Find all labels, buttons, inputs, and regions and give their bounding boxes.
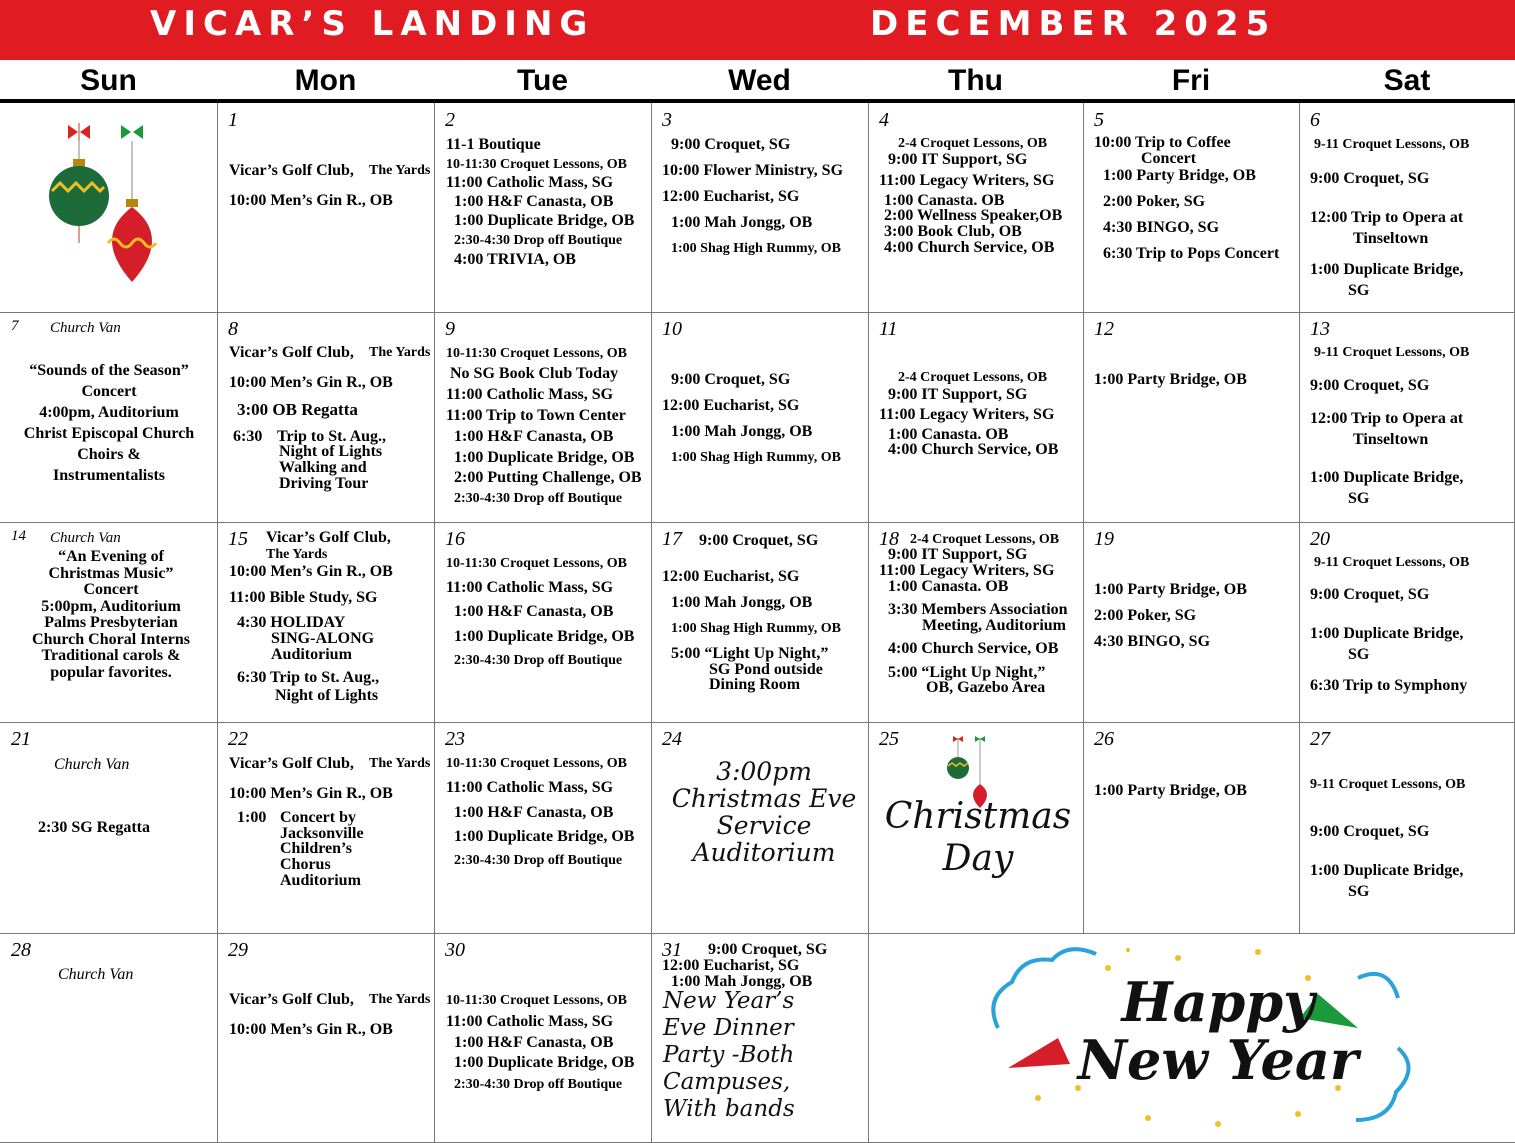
event-canasta: 1:00 H&F Canasta, OB bbox=[454, 603, 614, 620]
happy-new-year-panel bbox=[868, 933, 1515, 1143]
event-book-club-note: No SG Book Club Today bbox=[450, 365, 619, 382]
event-croquet: 9:00 Croquet, SG bbox=[671, 136, 791, 153]
event-legacy-writers: 11:00 Legacy Writers, SG bbox=[879, 562, 1055, 579]
event-duplicate-bridge: 1:00 Duplicate Bridge, OB bbox=[454, 828, 635, 845]
event-church-service: 4:00 Church Service, OB bbox=[888, 640, 1059, 657]
event-gin-rummy: 10:00 Men’s Gin R., OB bbox=[229, 374, 393, 391]
day-cell-29 bbox=[217, 933, 435, 1143]
day-cell-24 bbox=[651, 722, 869, 934]
day-cell-3 bbox=[651, 103, 869, 313]
event-catholic-mass: 11:00 Catholic Mass, SG bbox=[446, 779, 614, 796]
event-holiday-sing-along: 4:30 HOLIDAY bbox=[237, 614, 346, 631]
church-van-label: Church Van bbox=[50, 530, 121, 546]
event-croquet-lessons: 10-11:30 Croquet Lessons, OB bbox=[446, 157, 627, 172]
event-canasta: 1:00 Canasta. OB bbox=[884, 192, 1005, 209]
event-croquet-lessons: 2-4 Croquet Lessons, OB bbox=[898, 136, 1048, 151]
event-duplicate-bridge: 1:00 Duplicate Bridge, OB bbox=[454, 628, 635, 645]
event-catholic-mass: 11:00 Catholic Mass, SG bbox=[446, 174, 614, 191]
event-croquet-lessons: 9-11 Croquet Lessons, OB bbox=[1314, 345, 1470, 360]
day-number: 3 bbox=[662, 109, 672, 131]
day-cell-1 bbox=[217, 103, 435, 313]
event-bingo: 4:30 BINGO, SG bbox=[1094, 633, 1211, 650]
event-sounds-of-season bbox=[0, 360, 218, 486]
event-croquet: 9:00 Croquet, SG bbox=[671, 371, 791, 388]
event-duplicate-bridge: 1:00 Duplicate Bridge, bbox=[1310, 261, 1464, 278]
event-trip-opera: 12:00 Trip to Opera at bbox=[1310, 410, 1464, 427]
day-number: 18 bbox=[879, 528, 899, 550]
event-sg-regatta: 2:30 SG Regatta bbox=[38, 819, 150, 836]
day-number: 8 bbox=[228, 318, 238, 340]
event-mah-jongg: 1:00 Mah Jongg, OB bbox=[671, 973, 813, 990]
day-number: 23 bbox=[445, 728, 465, 750]
event-golf-club: Vicar’s Golf Club, bbox=[229, 344, 354, 361]
event-book-club: 3:00 Book Club, OB bbox=[884, 223, 1022, 240]
event-concert-jacksonville: Concert by bbox=[280, 809, 356, 826]
day-cell-25 bbox=[868, 722, 1084, 934]
day-cell-23 bbox=[434, 722, 652, 934]
day-header-mon: Mon bbox=[294, 64, 357, 97]
day-cell-17 bbox=[651, 522, 869, 723]
church-van-label: Church Van bbox=[54, 756, 130, 773]
event-golf-club: Vicar’s Golf Club, bbox=[229, 991, 354, 1008]
event-drop-off-boutique: 2:30-4:30 Drop off Boutique bbox=[454, 491, 623, 506]
event-line: SING-ALONG bbox=[271, 630, 375, 647]
day-number: 12 bbox=[1094, 318, 1114, 340]
event-new-years-eve-dinner bbox=[663, 988, 795, 1123]
event-location: The Yards bbox=[369, 163, 431, 178]
day-header-wed: Wed bbox=[728, 64, 791, 97]
day-header-thu: Thu bbox=[948, 64, 1003, 97]
event-boutique: 11-1 Boutique bbox=[446, 136, 541, 153]
event-line: New Year’s bbox=[663, 988, 795, 1014]
day-cell-21 bbox=[0, 722, 218, 934]
event-evening-christmas-music bbox=[0, 549, 218, 681]
event-line: Dining Room bbox=[709, 676, 801, 693]
event-croquet: 9:00 Croquet, SG bbox=[1310, 823, 1430, 840]
event-line: Chorus bbox=[280, 856, 331, 873]
event-church-service: 4:00 Church Service, OB bbox=[888, 441, 1059, 458]
event-line: Christmas Music” bbox=[48, 564, 174, 582]
event-croquet-lessons: 10-11:30 Croquet Lessons, OB bbox=[446, 756, 627, 771]
event-croquet-lessons: 9-11 Croquet Lessons, OB bbox=[1310, 777, 1466, 792]
day-cell-empty bbox=[0, 103, 218, 313]
event-croquet: 9:00 Croquet, SG bbox=[1310, 586, 1430, 603]
day-number: 10 bbox=[662, 318, 682, 340]
event-line: Happy bbox=[1121, 970, 1315, 1034]
event-gin-rummy: 10:00 Men’s Gin R., OB bbox=[229, 192, 393, 209]
event-line: SG Pond outside bbox=[709, 661, 823, 678]
event-croquet-lessons: 10-11:30 Croquet Lessons, OB bbox=[446, 346, 627, 361]
event-croquet-lessons: 10-11:30 Croquet Lessons, OB bbox=[446, 556, 627, 571]
day-number: 9 bbox=[445, 318, 455, 340]
event-line: Auditorium bbox=[271, 646, 352, 663]
event-line: New Year bbox=[1077, 1028, 1359, 1092]
day-cell-26 bbox=[1083, 722, 1300, 934]
event-line: Christmas bbox=[884, 796, 1072, 837]
event-bible-study: 11:00 Bible Study, SG bbox=[229, 589, 378, 606]
event-trip-opera-cont: Tinseltown bbox=[1353, 431, 1429, 448]
day-number: 27 bbox=[1310, 728, 1330, 750]
event-canasta: 1:00 H&F Canasta, OB bbox=[454, 193, 614, 210]
event-line: Service bbox=[716, 811, 812, 840]
christmas-day-label bbox=[868, 796, 1084, 880]
event-time: 1:00 bbox=[237, 809, 267, 826]
day-header-sun: Sun bbox=[80, 64, 137, 97]
day-cell-20 bbox=[1299, 522, 1515, 723]
event-duplicate-bridge: 1:00 Duplicate Bridge, bbox=[1310, 862, 1464, 879]
day-number: 19 bbox=[1094, 528, 1114, 550]
day-number: 31 bbox=[662, 939, 682, 961]
day-header-tue: Tue bbox=[516, 64, 569, 97]
event-eucharist: 12:00 Eucharist, SG bbox=[662, 568, 800, 585]
event-line: Christmas Eve bbox=[671, 784, 857, 813]
day-cell-6 bbox=[1299, 103, 1515, 313]
day-number: 5 bbox=[1094, 109, 1104, 131]
event-bingo: 4:30 BINGO, SG bbox=[1103, 219, 1220, 236]
event-catholic-mass: 11:00 Catholic Mass, SG bbox=[446, 579, 614, 596]
day-number: 2 bbox=[445, 109, 455, 131]
event-trip-opera-cont: Tinseltown bbox=[1353, 230, 1429, 247]
event-location: The Yards bbox=[369, 992, 431, 1007]
event-trivia: 4:00 TRIVIA, OB bbox=[454, 251, 576, 268]
day-cell-14 bbox=[0, 522, 218, 723]
event-ob-regatta: 3:00 OB Regatta bbox=[237, 400, 358, 419]
event-duplicate-bridge: 1:00 Duplicate Bridge, OB bbox=[454, 449, 635, 466]
event-trip-opera: 12:00 Trip to Opera at bbox=[1310, 209, 1464, 226]
event-line: Meeting, Auditorium bbox=[922, 617, 1066, 634]
event-wellness-speaker: 2:00 Wellness Speaker,OB bbox=[884, 207, 1063, 224]
event-church-service: 4:00 Church Service, OB bbox=[884, 239, 1055, 256]
day-cell-10 bbox=[651, 312, 869, 523]
event-shag-high-rummy: 1:00 Shag High Rummy, OB bbox=[671, 621, 841, 636]
event-shag-high-rummy: 1:00 Shag High Rummy, OB bbox=[671, 241, 841, 256]
event-party-bridge: 1:00 Party Bridge, OB bbox=[1094, 371, 1247, 388]
event-canasta: 1:00 Canasta. OB bbox=[888, 578, 1009, 595]
day-number: 17 bbox=[662, 528, 682, 550]
event-duplicate-bridge-cont: SG bbox=[1348, 646, 1370, 663]
event-drop-off-boutique: 2:30-4:30 Drop off Boutique bbox=[454, 233, 623, 248]
event-croquet: 9:00 Croquet, SG bbox=[699, 532, 819, 549]
day-number: 24 bbox=[662, 728, 682, 750]
event-line: Driving Tour bbox=[279, 475, 369, 492]
event-time: 6:30 bbox=[233, 428, 263, 445]
event-putting-challenge: 2:00 Putting Challenge, OB bbox=[454, 469, 642, 486]
day-cell-13 bbox=[1299, 312, 1515, 523]
event-line: OB, Gazebo Area bbox=[926, 679, 1046, 696]
day-cell-12 bbox=[1083, 312, 1300, 523]
day-cell-8 bbox=[217, 312, 435, 523]
event-it-support: 9:00 IT Support, SG bbox=[888, 151, 1028, 168]
month-title: DECEMBER 2025 bbox=[870, 4, 1277, 44]
event-line: Walking and bbox=[279, 459, 367, 476]
event-line: Choirs & bbox=[77, 446, 141, 463]
event-line: Children’s bbox=[280, 840, 353, 857]
day-number: 15 bbox=[228, 528, 248, 550]
event-party-bridge: 1:00 Party Bridge, OB bbox=[1094, 581, 1247, 598]
event-line: Instrumentalists bbox=[52, 467, 165, 484]
event-gin-rummy: 10:00 Men’s Gin R., OB bbox=[229, 785, 393, 802]
day-cell-18 bbox=[868, 522, 1084, 723]
event-christmas-eve-service bbox=[651, 758, 869, 866]
day-number: 21 bbox=[11, 728, 31, 750]
event-catholic-mass: 11:00 Catholic Mass, SG bbox=[446, 1013, 614, 1030]
church-van-label: Church Van bbox=[58, 966, 134, 983]
event-line: 4:00pm, Auditorium bbox=[39, 404, 179, 421]
day-number: 11 bbox=[879, 318, 898, 340]
day-number: 16 bbox=[445, 528, 465, 550]
event-croquet-lessons: 9-11 Croquet Lessons, OB bbox=[1314, 137, 1470, 152]
event-party-bridge: 1:00 Party Bridge, OB bbox=[1094, 782, 1247, 799]
day-cell-11 bbox=[868, 312, 1084, 523]
event-line: Concert bbox=[81, 383, 137, 400]
event-drop-off-boutique: 2:30-4:30 Drop off Boutique bbox=[454, 1077, 623, 1092]
day-cell-9 bbox=[434, 312, 652, 523]
day-cell-16 bbox=[434, 522, 652, 723]
day-cell-28 bbox=[0, 933, 218, 1143]
event-croquet-lessons: 2-4 Croquet Lessons, OB bbox=[910, 532, 1060, 547]
event-legacy-writers: 11:00 Legacy Writers, SG bbox=[879, 406, 1055, 423]
event-trip-symphony: 6:30 Trip to Symphony bbox=[1310, 677, 1468, 694]
event-trip-st-aug: 6:30 Trip to St. Aug., bbox=[237, 669, 380, 686]
event-mah-jongg: 1:00 Mah Jongg, OB bbox=[671, 594, 813, 611]
event-line: popular favorites. bbox=[50, 663, 172, 681]
event-line: Night of Lights bbox=[275, 687, 379, 704]
day-number: 26 bbox=[1094, 728, 1114, 750]
event-light-up-night: 5:00 “Light Up Night,” bbox=[671, 645, 829, 662]
calendar-banner bbox=[0, 0, 1515, 60]
event-location: The Yards bbox=[266, 547, 328, 562]
event-line: Jacksonville bbox=[280, 825, 364, 842]
day-number: 25 bbox=[879, 728, 899, 750]
event-duplicate-bridge: 1:00 Duplicate Bridge, OB bbox=[454, 1054, 635, 1071]
day-number: 13 bbox=[1310, 318, 1330, 340]
event-croquet: 9:00 Croquet, SG bbox=[1310, 377, 1430, 394]
event-trip-coffee-concert: 10:00 Trip to Coffee bbox=[1094, 134, 1231, 151]
event-line: Auditorium bbox=[280, 872, 361, 889]
event-line: 3:00pm bbox=[716, 757, 812, 786]
event-duplicate-bridge: 1:00 Duplicate Bridge, bbox=[1310, 469, 1464, 486]
event-line: Palms Presbyterian bbox=[44, 614, 178, 631]
event-canasta: 1:00 Canasta. OB bbox=[888, 426, 1009, 443]
event-legacy-writers: 11:00 Legacy Writers, SG bbox=[879, 172, 1055, 189]
event-location: The Yards bbox=[369, 756, 431, 771]
day-number: 14 bbox=[11, 528, 26, 544]
event-line: Traditional carols & bbox=[41, 647, 181, 664]
event-it-support: 9:00 IT Support, SG bbox=[888, 546, 1028, 563]
day-cell-30 bbox=[434, 933, 652, 1143]
event-mah-jongg: 1:00 Mah Jongg, OB bbox=[671, 423, 813, 440]
event-line: Auditorium bbox=[692, 838, 836, 867]
event-line: 5:00pm, Auditorium bbox=[41, 597, 181, 615]
event-trip-town-center: 11:00 Trip to Town Center bbox=[446, 407, 626, 424]
event-canasta: 1:00 H&F Canasta, OB bbox=[454, 428, 614, 445]
day-cell-15 bbox=[217, 522, 435, 723]
day-cell-7 bbox=[0, 312, 218, 523]
event-light-up-night: 5:00 “Light Up Night,” bbox=[888, 664, 1046, 681]
event-croquet: 9:00 Croquet, SG bbox=[1310, 170, 1430, 187]
event-trip-pops-concert: 6:30 Trip to Pops Concert bbox=[1103, 245, 1280, 262]
event-line: “An Evening of bbox=[58, 548, 164, 565]
event-drop-off-boutique: 2:30-4:30 Drop off Boutique bbox=[454, 653, 623, 668]
event-line: Campuses, bbox=[663, 1069, 791, 1095]
event-trip-st-aug: Trip to St. Aug., bbox=[277, 428, 387, 445]
church-van-label: Church Van bbox=[50, 320, 121, 336]
day-number: 22 bbox=[228, 728, 248, 750]
day-cell-22 bbox=[217, 722, 435, 934]
event-line: Night of Lights bbox=[279, 443, 383, 460]
ornaments-small-icon bbox=[938, 732, 1018, 802]
event-duplicate-bridge-cont: SG bbox=[1348, 490, 1370, 507]
event-line: Concert bbox=[83, 581, 139, 598]
event-golf-club: Vicar’s Golf Club, bbox=[229, 755, 354, 772]
event-canasta: 1:00 H&F Canasta, OB bbox=[454, 804, 614, 821]
event-line: Party -Both bbox=[663, 1042, 795, 1068]
event-line: With bands bbox=[663, 1096, 795, 1122]
event-drop-off-boutique: 2:30-4:30 Drop off Boutique bbox=[454, 853, 623, 868]
day-number: 28 bbox=[11, 939, 31, 961]
day-number: 30 bbox=[445, 939, 465, 961]
event-it-support: 9:00 IT Support, SG bbox=[888, 386, 1028, 403]
event-trip-coffee-concert-cont: Concert bbox=[1141, 150, 1197, 167]
event-catholic-mass: 11:00 Catholic Mass, SG bbox=[446, 386, 614, 403]
event-line: “Sounds of the Season” bbox=[29, 362, 189, 379]
event-duplicate-bridge-cont: SG bbox=[1348, 282, 1370, 299]
community-title: VICAR’S LANDING bbox=[150, 4, 595, 44]
event-line: Eve Dinner bbox=[663, 1015, 794, 1041]
happy-new-year-text bbox=[1068, 970, 1368, 1092]
day-cell-4 bbox=[868, 103, 1084, 313]
event-location: The Yards bbox=[369, 345, 431, 360]
day-number: 29 bbox=[228, 939, 248, 961]
event-croquet-lessons: 2-4 Croquet Lessons, OB bbox=[898, 370, 1048, 385]
event-eucharist: 12:00 Eucharist, SG bbox=[662, 957, 800, 974]
event-eucharist: 12:00 Eucharist, SG bbox=[662, 188, 800, 205]
event-croquet-lessons: 10-11:30 Croquet Lessons, OB bbox=[446, 993, 627, 1008]
day-cell-31 bbox=[651, 933, 869, 1143]
event-line: Church Choral Interns bbox=[32, 630, 190, 648]
day-cell-5 bbox=[1083, 103, 1300, 313]
day-number: 20 bbox=[1310, 528, 1330, 550]
day-number: 1 bbox=[228, 109, 238, 131]
event-duplicate-bridge: 1:00 Duplicate Bridge, OB bbox=[454, 212, 635, 229]
event-croquet-lessons: 9-11 Croquet Lessons, OB bbox=[1314, 555, 1470, 570]
day-cell-19 bbox=[1083, 522, 1300, 723]
day-cell-27 bbox=[1299, 722, 1515, 934]
day-number: 6 bbox=[1310, 109, 1320, 131]
event-eucharist: 12:00 Eucharist, SG bbox=[662, 397, 800, 414]
event-shag-high-rummy: 1:00 Shag High Rummy, OB bbox=[671, 450, 841, 465]
event-gin-rummy: 10:00 Men’s Gin R., OB bbox=[229, 563, 393, 580]
event-croquet: 9:00 Croquet, SG bbox=[708, 941, 828, 958]
event-mah-jongg: 1:00 Mah Jongg, OB bbox=[671, 214, 813, 231]
day-number: 7 bbox=[11, 318, 19, 334]
event-line: Christ Episcopal Church bbox=[23, 425, 195, 442]
event-poker: 2:00 Poker, SG bbox=[1094, 607, 1197, 624]
event-duplicate-bridge: 1:00 Duplicate Bridge, bbox=[1310, 625, 1464, 642]
day-cell-2 bbox=[434, 103, 652, 313]
event-line: Day bbox=[942, 838, 1014, 879]
event-gin-rummy: 10:00 Men’s Gin R., OB bbox=[229, 1021, 393, 1038]
event-party-bridge: 1:00 Party Bridge, OB bbox=[1103, 167, 1256, 184]
day-header-sat: Sat bbox=[1383, 64, 1431, 97]
ornaments-icon bbox=[0, 103, 218, 313]
event-poker: 2:00 Poker, SG bbox=[1103, 193, 1206, 210]
event-golf-club: Vicar’s Golf Club, bbox=[266, 529, 391, 546]
event-golf-club: Vicar’s Golf Club, bbox=[229, 162, 354, 179]
day-number: 4 bbox=[879, 109, 889, 131]
event-duplicate-bridge-cont: SG bbox=[1348, 883, 1370, 900]
event-members-association: 3:30 Members Association bbox=[888, 601, 1068, 618]
event-canasta: 1:00 H&F Canasta, OB bbox=[454, 1034, 614, 1051]
event-flower-ministry: 10:00 Flower Ministry, SG bbox=[662, 162, 844, 179]
day-header-fri: Fri bbox=[1171, 64, 1211, 97]
